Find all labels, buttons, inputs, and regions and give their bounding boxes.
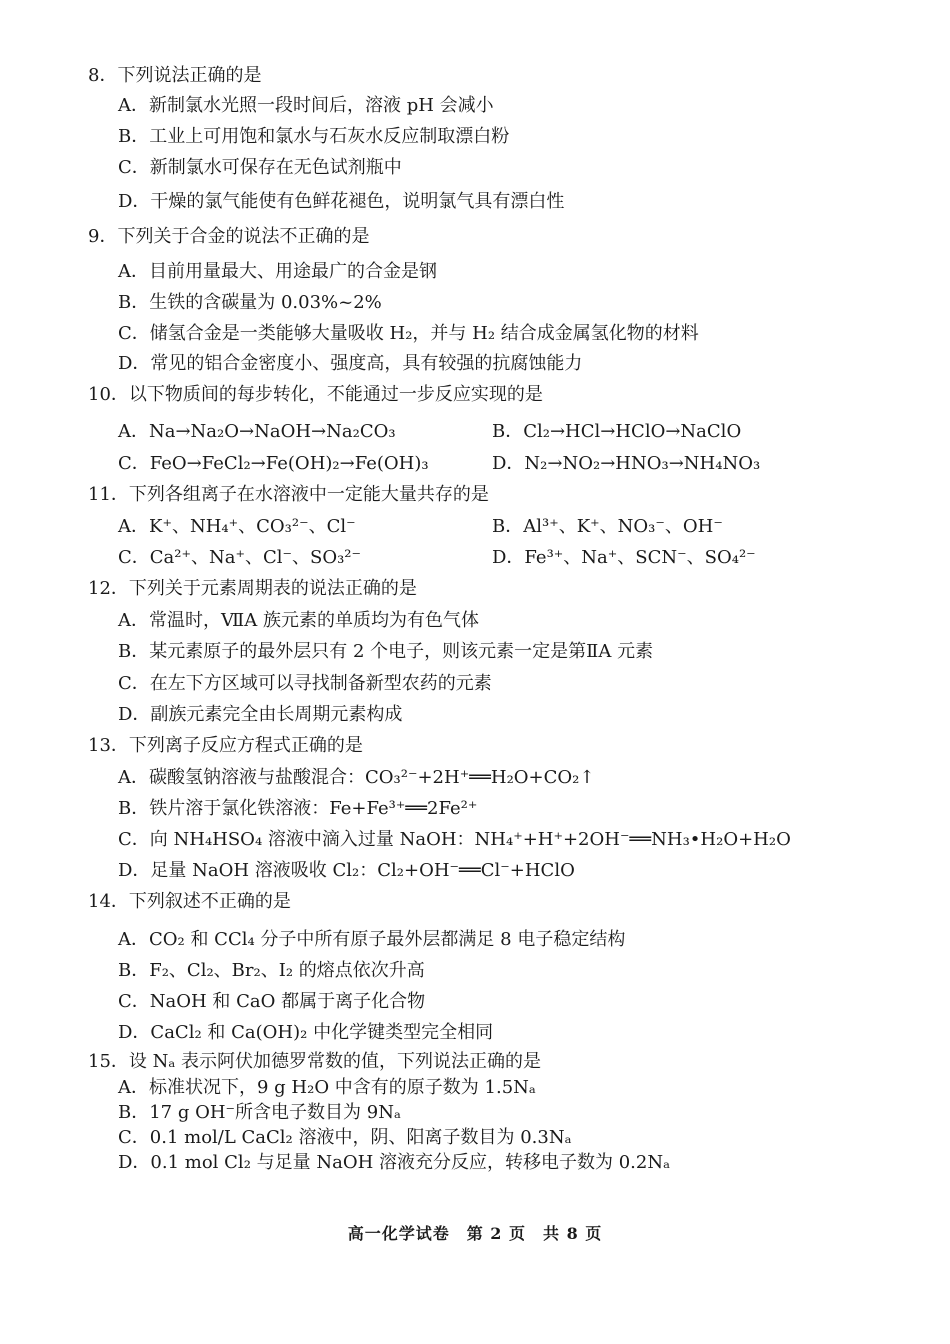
question-14-option-a: A．CO₂ 和 CCl₄ 分子中所有原子最外层都满足 8 电子稳定结构 — [118, 929, 626, 950]
page-footer: 高一化学试卷 第 2 页 共 8 页 — [347, 1224, 603, 1243]
question-10-option-b: B．Cl₂→HCl→HClO→NaClO — [492, 421, 742, 442]
question-15-option-b: B．17 g OH⁻所含电子数目为 9Nₐ — [118, 1102, 401, 1123]
question-14-stem: 14．下列叙述不正确的是 — [88, 891, 291, 912]
question-8-stem: 8．下列说法正确的是 — [88, 65, 262, 86]
question-12-option-a: A．常温时，ⅦA 族元素的单质均为有色气体 — [118, 610, 479, 631]
question-11-option-d: D．Fe³⁺、Na⁺、SCN⁻、SO₄²⁻ — [492, 547, 756, 568]
question-14-option-d: D．CaCl₂ 和 Ca(OH)₂ 中化学键类型完全相同 — [118, 1022, 494, 1043]
question-10-option-d: D．N₂→NO₂→HNO₃→NH₄NO₃ — [492, 453, 761, 474]
question-13-option-c: C．向 NH₄HSO₄ 溶液中滴入过量 NaOH：NH₄⁺+H⁺+2OH⁻══NH₃•H₂O+H₂O — [118, 829, 791, 850]
question-12-option-b: B．某元素原子的最外层只有 2 个电子，则该元素一定是第ⅡA 元素 — [118, 641, 654, 662]
question-11-option-b: B．Al³⁺、K⁺、NO₃⁻、OH⁻ — [492, 516, 723, 537]
question-9-option-b: B．生铁的含碳量为 0.03%~2% — [118, 292, 382, 313]
question-12-option-c: C．在左下方区域可以寻找制备新型农药的元素 — [118, 673, 492, 694]
question-8-option-a: A．新制氯水光照一段时间后，溶液 pH 会减小 — [118, 95, 494, 116]
question-10-option-a: A．Na→Na₂O→NaOH→Na₂CO₃ — [118, 421, 396, 442]
question-13-option-a: A．碳酸氢钠溶液与盐酸混合：CO₃²⁻+2H⁺══H₂O+CO₂↑ — [118, 767, 595, 788]
question-12-stem: 12．下列关于元素周期表的说法正确的是 — [88, 578, 417, 599]
question-13-option-b: B．铁片溶于氯化铁溶液：Fe+Fe³⁺══2Fe²⁺ — [118, 798, 478, 819]
question-12-option-d: D．副族元素完全由长周期元素构成 — [118, 704, 403, 725]
question-14-option-b: B．F₂、Cl₂、Br₂、I₂ 的熔点依次升高 — [118, 960, 425, 981]
question-9-option-a: A．目前用量最大、用途最广的合金是钢 — [118, 261, 437, 282]
question-11-stem: 11．下列各组离子在水溶液中一定能大量共存的是 — [88, 484, 489, 505]
question-13-stem: 13．下列离子反应方程式正确的是 — [88, 735, 363, 756]
question-15-option-d: D．0.1 mol Cl₂ 与足量 NaOH 溶液充分反应，转移电子数为 0.2Nₐ — [118, 1152, 671, 1173]
question-9-stem: 9．下列关于合金的说法不正确的是 — [88, 226, 370, 247]
question-15-stem: 15．设 Nₐ 表示阿伏加德罗常数的值，下列说法正确的是 — [88, 1051, 542, 1072]
question-10-option-c: C．FeO→FeCl₂→Fe(OH)₂→Fe(OH)₃ — [118, 453, 429, 474]
question-13-option-d: D．足量 NaOH 溶液吸收 Cl₂：Cl₂+OH⁻══Cl⁻+HClO — [118, 860, 575, 881]
question-8-option-d: D．干燥的氯气能使有色鲜花褪色，说明氯气具有漂白性 — [118, 191, 565, 212]
question-8-option-c: C．新制氯水可保存在无色试剂瓶中 — [118, 157, 402, 178]
question-11-option-a: A．K⁺、NH₄⁺、CO₃²⁻、Cl⁻ — [118, 516, 356, 537]
question-11-option-c: C．Ca²⁺、Na⁺、Cl⁻、SO₃²⁻ — [118, 547, 362, 568]
question-9-option-d: D．常见的铝合金密度小、强度高，具有较强的抗腐蚀能力 — [118, 353, 583, 374]
question-15-option-c: C．0.1 mol/L CaCl₂ 溶液中，阴、阳离子数目为 0.3Nₐ — [118, 1127, 572, 1148]
question-10-stem: 10．以下物质间的每步转化，不能通过一步反应实现的是 — [88, 384, 543, 405]
question-15-option-a: A．标准状况下，9 g H₂O 中含有的原子数为 1.5Nₐ — [118, 1077, 536, 1098]
question-9-option-c: C．储氢合金是一类能够大量吸收 H₂，并与 H₂ 结合成金属氢化物的材料 — [118, 323, 699, 344]
question-14-option-c: C．NaOH 和 CaO 都属于离子化合物 — [118, 991, 426, 1012]
question-8-option-b: B．工业上可用饱和氯水与石灰水反应制取漂白粉 — [118, 126, 510, 147]
